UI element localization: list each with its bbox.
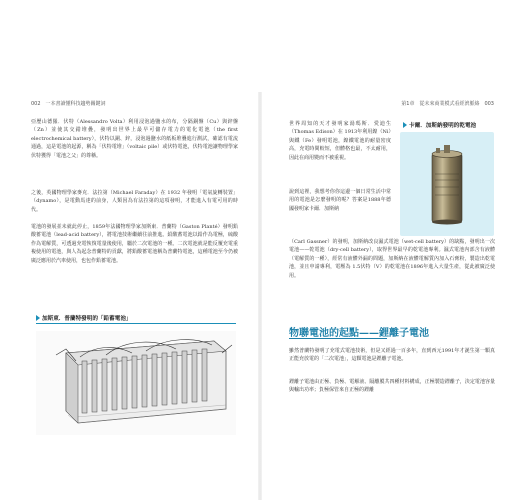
section-paragraph-2: 鋰離子電池由正極、負極、電解液、隔離膜共四種材料構成，正極製造鋰離子，決定電池容量與輸出功率；負極保管來自正極的鋰離: [289, 379, 495, 394]
left-paragraph-2: 之後，英國物理學家麥克．法拉第（Michael Faraday）在 1932 年發明「電氣旋轉裝置」（dynamo），是電動馬達的前身，人類因為有法拉第的這項發明，才能進入有電可用的時代。: [31, 190, 238, 213]
figure-label-lead-acid: [36, 314, 132, 322]
dry-cell-sidebox: [400, 132, 494, 236]
sidebox-label-dry-cell: [403, 121, 476, 129]
lead-acid-battery-illustration: [36, 331, 236, 435]
triangle-bullet-icon: [36, 315, 40, 321]
left-page-header: 002 一本書讀懂科技趨勢關鍵詞: [31, 101, 106, 107]
left-paragraph-3: 電池的發展並未就此停止，1859年法國物理學家加斯東．普蘭特（Gaston Planté）發明鉛酸蓄電池（lead-acid battery），將電池技術繼續往前推進。鉛酸蓄電池以鉛作為電極，硫酸作為電解質，可透過充電恢復電量後使用，屬於二次電池的一種。二次電池就是能反覆充電重複使用的電池，與人為起念普蘭特的貢獻，將鉛酸蓄電池稱為普蘭特電池，這種電池至今仍被廣泛應用於汽車使用，也包作鉛蓄電池。: [31, 224, 238, 264]
sidebox-label-text: 卡爾．加斯納發明的乾電池: [409, 123, 477, 129]
dry-cell-battery-photo: [400, 132, 494, 236]
right-paragraph-2: 說到這裡，我想考你你這邊一個日常生活中常用的電池是怎麼發明的呢？答案是1888年德國發明家卡爾．加斯納: [289, 189, 391, 212]
figure-label-rule: [36, 323, 236, 324]
section-title-rule: [289, 338, 387, 339]
section-paragraph-1: 雖然普蘭特發明了充電式電池技術，但是又經過一百多年，直到西元1991年才誕生第一顆真正能充放電的「二次電池」，這顆電池是鋰離子電池。: [289, 348, 495, 363]
left-paragraph-1: 亞歷山德羅．伏特（Alessandro Volta）利用浸泡過鹽水的布，分隔銅盤（Cu）與鋅盤（Zn）並使其交錯堆疊，發明出世界上最早可儲存電力的電化電池（the first electrochemical battery），伏特以銅、鋅，浸泡過鹽水的紙板堆疊進行測試，確認有電流通過，這是電池的起源，稱為「伏特電堆」（voltaic pile）或伏特電池，伏特電池讓物理學家伏特獲得「電池之父」的尊稱。: [31, 119, 238, 159]
right-paragraph-3: （Carl Gassner）的發明，加斯納改良濕式電池（wet-cell battery）的缺點，發明出一次電池——乾電池（dry-cell battery），取得世界最早的乾電池專利。濕式電池內部含有液體（電解質的一種），經常有液體外漏的問題，加斯納在液體電解質內加入石膏粉，製造出乾電池，並且申請專利，電壓為 1.5伏特（V）的乾電池在1896年進入大量生產，從此被廣泛使用。: [289, 239, 495, 279]
section-title: 物聯電池的起點——鋰離子電池: [289, 328, 429, 339]
triangle-bullet-icon: [403, 122, 407, 128]
right-paragraph-1: 世界周知的天才發明家湯瑪斯．愛迪生（Thomas Edison）在 1913年利用鎳（Ni）與鐵（Fe）發明電池，鎳鐵電池的耐量密度高，充電時間較短，但體格也最，不太耐用，因此在商用變而不被重視。: [289, 121, 391, 161]
right-page-header: 第1章 從未來商業模式看經濟脈絡 003: [401, 101, 494, 107]
figure-label-text: 加斯東．普蘭特發明的「鉛蓄電池」: [42, 316, 132, 322]
